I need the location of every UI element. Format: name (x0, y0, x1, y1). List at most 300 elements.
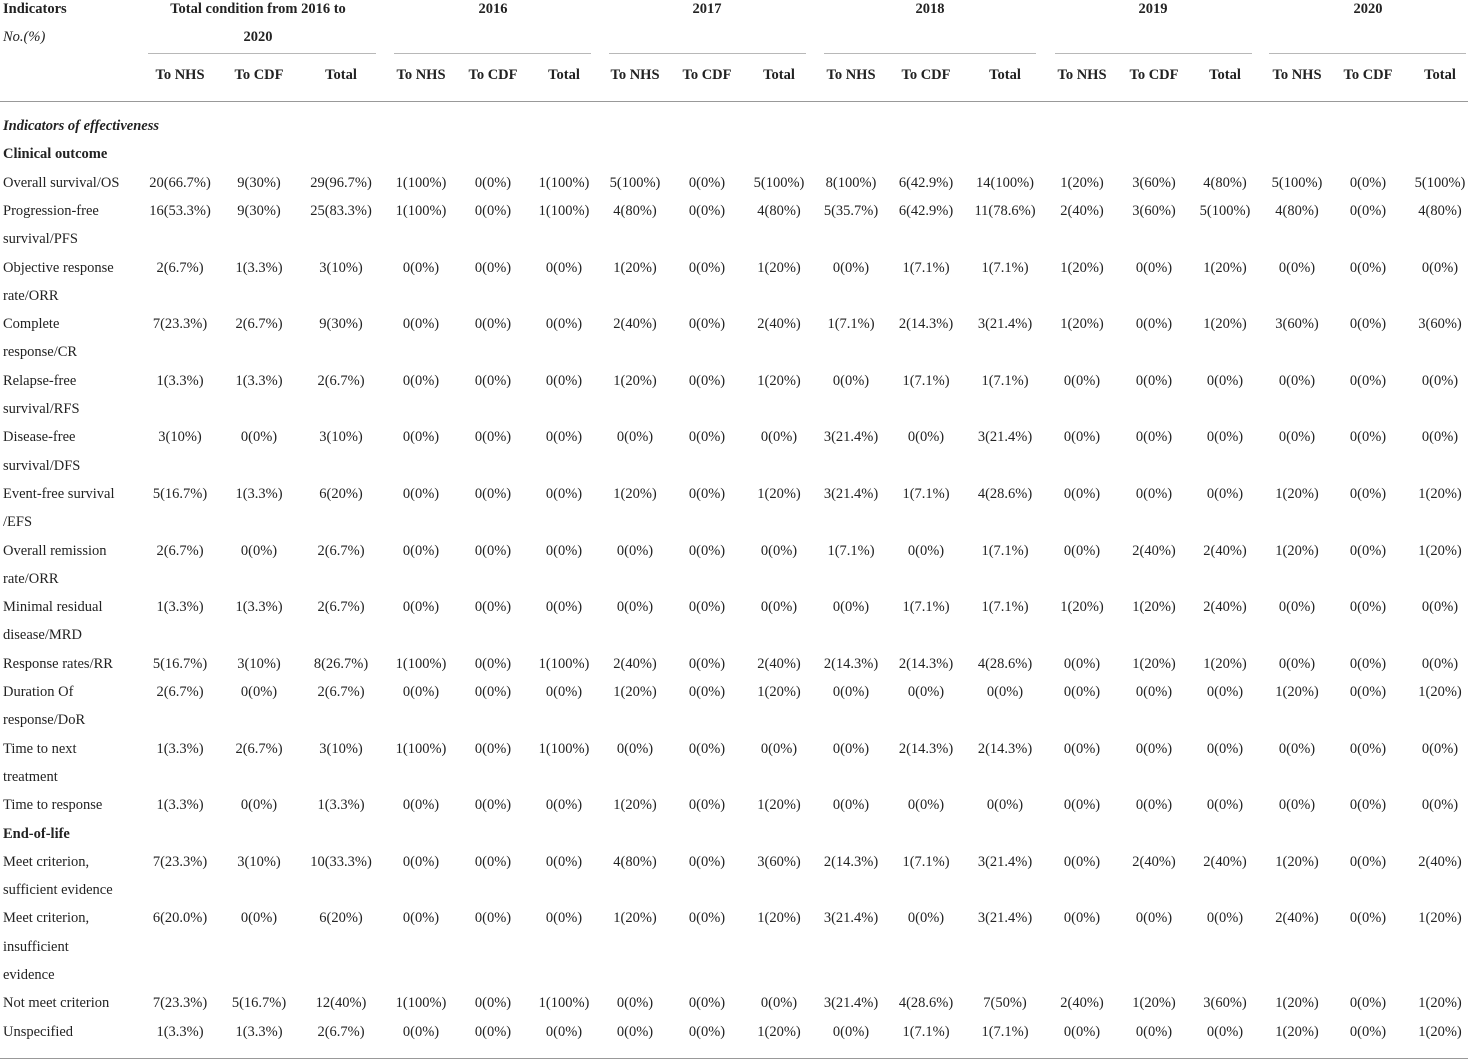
table-cell: 4(80%) (1275, 202, 1319, 219)
row-label: Unspecified (3, 1023, 74, 1040)
table-cell: 0(0%) (1349, 740, 1387, 757)
table-cell: 0(0%) (616, 429, 654, 446)
table-cell: 4(80%) (613, 202, 657, 219)
table-cell: 0(0%) (1135, 684, 1173, 700)
table-cell: 1(20%) (1060, 599, 1104, 616)
table-cell: 0(0%) (545, 853, 583, 870)
table-cell: 0(0%) (1278, 372, 1316, 389)
table-cell: 4(28.6%) (977, 655, 1033, 672)
table-cell: 1(20%) (1060, 174, 1104, 191)
table-cell: 5(16.7%) (152, 485, 208, 502)
column-header: To NHS (1272, 67, 1322, 83)
table-cell: 1(7.1%) (902, 259, 950, 276)
table-cell: 0(0%) (474, 740, 512, 757)
table-cell: 3(21.4%) (823, 910, 879, 927)
table-cell: 0(0%) (402, 429, 440, 446)
table-cell: 0(0%) (832, 599, 870, 616)
row-label: Time to next (3, 740, 77, 757)
table-cell: 0(0%) (832, 740, 870, 757)
column-header: To CDF (468, 67, 518, 83)
table-cell: 3(60%) (1203, 995, 1247, 1012)
table-cell: 0(0%) (474, 599, 512, 616)
table-cell: 0(0%) (688, 202, 726, 219)
row-label: response/CR (3, 344, 78, 361)
header-year-2017: 2017 (692, 1, 722, 17)
table-cell: 0(0%) (474, 259, 512, 276)
table-cell: 0(0%) (1349, 684, 1387, 700)
table-cell: 0(0%) (1063, 797, 1101, 814)
table-cell: 0(0%) (1206, 1023, 1244, 1040)
row-label: Objective response (3, 259, 114, 276)
table-cell: 0(0%) (832, 372, 870, 389)
table-cell: 0(0%) (688, 655, 726, 672)
table-cell: 5(100%) (1271, 174, 1323, 191)
table-cell: 3(21.4%) (823, 485, 879, 502)
table-cell: 0(0%) (1278, 599, 1316, 616)
table-cell: 0(0%) (1421, 372, 1459, 389)
row-label: treatment (3, 768, 58, 785)
table-cell: 6(20%) (319, 910, 363, 927)
row-label: survival/RFS (3, 401, 80, 417)
table-cell: 0(0%) (474, 372, 512, 389)
row-label: Relapse-free (3, 372, 77, 389)
table-cell: 0(0%) (402, 372, 440, 389)
table-cell: 0(0%) (545, 485, 583, 502)
table-cell: 1(20%) (757, 1023, 801, 1040)
table-cell: 1(20%) (1132, 599, 1176, 616)
group-rule-2020 (1269, 53, 1466, 54)
table-cell: 5(100%) (1414, 174, 1466, 191)
table-cell: 0(0%) (1349, 655, 1387, 672)
table-cell: 1(20%) (1203, 316, 1247, 333)
subsection-heading: End-of-life (3, 825, 70, 842)
table-cell: 1(100%) (395, 655, 447, 672)
table-cell: 0(0%) (402, 599, 440, 616)
table-cell: 0(0%) (688, 485, 726, 502)
row-label: Complete (3, 316, 60, 333)
table-cell: 0(0%) (402, 316, 440, 333)
row-label: response/DoR (3, 712, 86, 729)
table-cell: 0(0%) (1421, 740, 1459, 757)
table-cell: 16(53.3%) (149, 202, 211, 219)
table-cell: 4(80%) (613, 853, 657, 870)
row-label: Response rates/RR (3, 655, 113, 672)
column-header: Total (1424, 67, 1456, 83)
table-cell: 0(0%) (1135, 485, 1173, 502)
table-cell: 3(60%) (1132, 202, 1176, 219)
table-cell: 3(10%) (319, 429, 363, 446)
row-label: Meet criterion, (3, 910, 90, 927)
group-rule-2016 (394, 53, 591, 54)
table-cell: 1(100%) (395, 174, 447, 191)
table-cell: 0(0%) (1135, 316, 1173, 333)
table-cell: 0(0%) (688, 429, 726, 446)
table-cell: 6(20.0%) (152, 910, 208, 927)
table-cell: 0(0%) (1135, 797, 1173, 814)
table-cell: 1(20%) (1275, 1023, 1319, 1040)
table-cell: 5(100%) (1199, 202, 1251, 219)
table-cell: 1(20%) (1060, 316, 1104, 333)
table-cell: 1(20%) (1275, 853, 1319, 870)
table-cell: 0(0%) (1135, 372, 1173, 389)
table-cell: 1(100%) (395, 995, 447, 1012)
row-label: insufficient (3, 938, 69, 955)
table-cell: 1(7.1%) (981, 1023, 1029, 1040)
table-cell: 7(50%) (983, 995, 1027, 1012)
table-cell: 1(7.1%) (902, 599, 950, 616)
table-cell: 0(0%) (1063, 372, 1101, 389)
table-cell: 0(0%) (688, 684, 726, 700)
table-cell: 0(0%) (474, 542, 512, 559)
row-label: rate/ORR (3, 570, 59, 587)
table-cell: 0(0%) (1063, 853, 1101, 870)
row-label: Event-free survival (3, 485, 115, 502)
table-cell: 2(40%) (1060, 202, 1104, 219)
table-cell: 0(0%) (616, 1023, 654, 1040)
table-cell: 0(0%) (1206, 485, 1244, 502)
column-header: To NHS (610, 67, 660, 83)
table-cell: 4(28.6%) (977, 485, 1033, 502)
table-cell: 3(60%) (1132, 174, 1176, 191)
table-cell: 0(0%) (832, 1023, 870, 1040)
table-cell: 5(16.7%) (231, 995, 287, 1012)
table-cell: 2(40%) (1203, 599, 1247, 616)
row-label: survival/DFS (3, 457, 81, 474)
column-header: To NHS (396, 67, 446, 83)
table-cell: 2(6.7%) (235, 740, 283, 757)
table-cell: 0(0%) (474, 684, 512, 700)
table-cell: 0(0%) (402, 853, 440, 870)
table-cell: 0(0%) (688, 542, 726, 559)
table-cell: 0(0%) (986, 684, 1024, 700)
table-cell: 0(0%) (1421, 599, 1459, 616)
table-cell: 0(0%) (760, 542, 798, 559)
table-cell: 1(3.3%) (235, 259, 283, 276)
table-cell: 5(100%) (753, 174, 805, 191)
table-cell: 1(20%) (613, 910, 657, 927)
table-cell: 1(20%) (1418, 684, 1462, 700)
table-cell: 0(0%) (688, 174, 726, 191)
table-cell: 0(0%) (240, 797, 278, 814)
row-label: Disease-free (3, 429, 76, 446)
table-cell: 0(0%) (545, 259, 583, 276)
header-total-line1: Total condition from 2016 to (170, 1, 346, 17)
table-cell: 0(0%) (402, 910, 440, 927)
column-header: To NHS (826, 67, 876, 83)
table-cell: 9(30%) (237, 174, 281, 191)
table-cell: 0(0%) (545, 599, 583, 616)
table-cell: 0(0%) (474, 655, 512, 672)
table-cell: 0(0%) (832, 259, 870, 276)
table-cell: 0(0%) (1421, 259, 1459, 276)
table-cell: 2(40%) (1132, 853, 1176, 870)
table-cell: 0(0%) (545, 429, 583, 446)
table-cell: 2(6.7%) (235, 316, 283, 333)
table-cell: 9(30%) (319, 316, 363, 333)
table-cell: 1(20%) (1418, 1023, 1462, 1040)
table-cell: 1(20%) (1203, 655, 1247, 672)
table-cell: 1(20%) (1418, 995, 1462, 1012)
table-cell: 0(0%) (1135, 1023, 1173, 1040)
table-cell: 0(0%) (474, 910, 512, 927)
table-cell: 3(10%) (319, 740, 363, 757)
table-cell: 3(10%) (237, 853, 281, 870)
table-cell: 0(0%) (474, 1023, 512, 1040)
table-cell: 9(30%) (237, 202, 281, 219)
table-cell: 0(0%) (1349, 797, 1387, 814)
table-cell: 3(21.4%) (977, 853, 1033, 870)
column-header: Total (989, 67, 1021, 83)
table-cell: 0(0%) (832, 684, 870, 700)
table-cell: 0(0%) (1206, 429, 1244, 446)
table-cell: 0(0%) (240, 910, 278, 927)
header-total-line2: 2020 (243, 29, 273, 45)
table-cell: 0(0%) (545, 316, 583, 333)
table-cell: 1(20%) (1275, 995, 1319, 1012)
bottom-rule (0, 1058, 1468, 1059)
table-cell: 14(100%) (976, 174, 1034, 191)
table-cell: 0(0%) (760, 995, 798, 1012)
table-cell: 0(0%) (474, 174, 512, 191)
table-cell: 0(0%) (1349, 259, 1387, 276)
table-cell: 1(20%) (1060, 259, 1104, 276)
table-cell: 2(14.3%) (898, 740, 954, 757)
table-cell: 0(0%) (688, 740, 726, 757)
table-cell: 2(6.7%) (317, 684, 365, 700)
table-cell: 2(40%) (1418, 853, 1462, 870)
table-cell: 1(100%) (395, 740, 447, 757)
column-header: To CDF (234, 67, 284, 83)
table-cell: 3(21.4%) (977, 316, 1033, 333)
column-header: To NHS (1057, 67, 1107, 83)
table-cell: 1(7.1%) (902, 372, 950, 389)
table-cell: 1(3.3%) (235, 485, 283, 502)
table-cell: 0(0%) (1349, 542, 1387, 559)
row-label: Overall remission (3, 542, 107, 559)
table-cell: 0(0%) (986, 797, 1024, 814)
table-cell: 0(0%) (760, 599, 798, 616)
table-cell: 0(0%) (474, 797, 512, 814)
row-label: survival/PFS (3, 231, 78, 248)
table-cell: 0(0%) (1278, 259, 1316, 276)
column-header: To NHS (155, 67, 205, 83)
table-cell: 0(0%) (1349, 599, 1387, 616)
table-cell: 0(0%) (402, 485, 440, 502)
table-cell: 2(14.3%) (977, 740, 1033, 757)
table-cell: 0(0%) (832, 797, 870, 814)
table-cell: 2(40%) (1060, 995, 1104, 1012)
table-cell: 0(0%) (1206, 740, 1244, 757)
table-cell: 0(0%) (545, 372, 583, 389)
table-cell: 0(0%) (907, 910, 945, 927)
table-cell: 1(20%) (1132, 655, 1176, 672)
table-cell: 7(23.3%) (152, 995, 208, 1012)
table-cell: 0(0%) (1349, 1023, 1387, 1040)
table-cell: 8(100%) (825, 174, 877, 191)
table-cell: 0(0%) (545, 684, 583, 700)
table-cell: 3(60%) (757, 853, 801, 870)
table-cell: 1(20%) (1418, 542, 1462, 559)
row-label: Progression-free (3, 202, 99, 219)
table-cell: 0(0%) (1349, 853, 1387, 870)
table-cell: 1(100%) (538, 995, 590, 1012)
table-cell: 1(3.3%) (317, 797, 365, 814)
table-cell: 0(0%) (688, 372, 726, 389)
table-cell: 0(0%) (616, 995, 654, 1012)
table-cell: 1(3.3%) (235, 599, 283, 616)
table-cell: 1(7.1%) (827, 316, 875, 333)
table-cell: 1(7.1%) (981, 259, 1029, 276)
table-cell: 0(0%) (1206, 684, 1244, 700)
table-cell: 2(6.7%) (156, 542, 204, 559)
table-cell: 0(0%) (402, 1023, 440, 1040)
table-cell: 0(0%) (907, 429, 945, 446)
table-cell: 0(0%) (1421, 655, 1459, 672)
table-cell: 0(0%) (1206, 797, 1244, 814)
table-cell: 0(0%) (474, 995, 512, 1012)
table-cell: 0(0%) (1135, 259, 1173, 276)
table-cell: 0(0%) (474, 853, 512, 870)
table-cell: 3(10%) (237, 655, 281, 672)
header-indicators: Indicators (3, 1, 67, 17)
table-cell: 6(42.9%) (898, 174, 954, 191)
table-cell: 1(100%) (538, 174, 590, 191)
table-cell: 3(21.4%) (823, 429, 879, 446)
table-cell: 2(6.7%) (156, 259, 204, 276)
group-rule-total (148, 53, 376, 54)
table-cell: 2(14.3%) (823, 853, 879, 870)
table-cell: 0(0%) (1063, 684, 1101, 700)
table-cell: 1(3.3%) (156, 372, 204, 389)
table-cell: 0(0%) (1063, 485, 1101, 502)
row-label: Overall survival/OS (3, 174, 120, 191)
row-label: Minimal residual (3, 599, 103, 616)
table-cell: 1(7.1%) (827, 542, 875, 559)
header-year-2019: 2019 (1138, 1, 1168, 17)
table-cell: 1(20%) (613, 684, 657, 700)
subsection-heading: Clinical outcome (3, 146, 108, 163)
column-header: To CDF (1129, 67, 1179, 83)
header-no-pct: No.(%) (3, 29, 46, 45)
table-cell: 0(0%) (1349, 372, 1387, 389)
table-cell: 0(0%) (1278, 797, 1316, 814)
table-cell: 1(100%) (538, 202, 590, 219)
table-cell: 2(40%) (757, 316, 801, 333)
table-cell: 0(0%) (474, 485, 512, 502)
table-cell: 0(0%) (402, 542, 440, 559)
table-cell: 1(7.1%) (902, 853, 950, 870)
table-cell: 0(0%) (1421, 797, 1459, 814)
table-cell: 0(0%) (545, 910, 583, 927)
table-cell: 0(0%) (688, 797, 726, 814)
column-header: To CDF (682, 67, 732, 83)
table-cell: 0(0%) (907, 684, 945, 700)
column-header: To CDF (901, 67, 951, 83)
table-cell: 1(20%) (1418, 910, 1462, 927)
table-cell: 2(40%) (613, 316, 657, 333)
table-cell: 0(0%) (1278, 655, 1316, 672)
table-cell: 10(33.3%) (310, 853, 372, 870)
table-cell: 1(100%) (395, 202, 447, 219)
table-cell: 3(21.4%) (823, 995, 879, 1012)
table-cell: 0(0%) (1349, 202, 1387, 219)
table-cell: 2(14.3%) (898, 316, 954, 333)
table-cell: 1(3.3%) (156, 740, 204, 757)
table-cell: 1(20%) (1418, 485, 1462, 502)
table-cell: 1(3.3%) (156, 1023, 204, 1040)
table-cell: 0(0%) (616, 740, 654, 757)
table-cell: 2(40%) (613, 655, 657, 672)
column-header: Total (548, 67, 580, 83)
table-cell: 2(6.7%) (317, 599, 365, 616)
group-rule-2019 (1055, 53, 1252, 54)
table-cell: 2(6.7%) (317, 1023, 365, 1040)
table-cell: 0(0%) (1349, 316, 1387, 333)
table-cell: 1(20%) (613, 485, 657, 502)
table-cell: 1(7.1%) (981, 542, 1029, 559)
row-label: Meet criterion, (3, 853, 90, 870)
row-label: Not meet criterion (3, 995, 110, 1012)
table-cell: 4(28.6%) (898, 995, 954, 1012)
table-cell: 7(23.3%) (152, 316, 208, 333)
table-cell: 1(20%) (613, 797, 657, 814)
table-cell: 0(0%) (1063, 740, 1101, 757)
column-header: Total (1209, 67, 1241, 83)
table-cell: 2(40%) (1275, 910, 1319, 927)
table-cell: 7(23.3%) (152, 853, 208, 870)
group-rule-2017 (609, 53, 806, 54)
table-cell: 2(14.3%) (823, 655, 879, 672)
table-cell: 0(0%) (1349, 174, 1387, 191)
table-cell: 11(78.6%) (974, 202, 1036, 219)
table-cell: 2(6.7%) (317, 372, 365, 389)
table-cell: 0(0%) (402, 797, 440, 814)
table-cell: 6(42.9%) (898, 202, 954, 219)
row-label: evidence (3, 967, 55, 983)
table-cell: 0(0%) (240, 542, 278, 559)
table-cell: 1(20%) (757, 797, 801, 814)
section-heading: Indicators of effectiveness (3, 118, 159, 134)
table-cell: 0(0%) (1421, 429, 1459, 446)
table-cell: 0(0%) (545, 542, 583, 559)
table-cell: 1(7.1%) (902, 485, 950, 502)
table-cell: 0(0%) (760, 740, 798, 757)
row-label: disease/MRD (3, 627, 82, 644)
table-cell: 1(20%) (757, 910, 801, 927)
table-cell: 0(0%) (474, 429, 512, 446)
table-cell: 0(0%) (907, 797, 945, 814)
table-cell: 1(100%) (538, 740, 590, 757)
table-cell: 0(0%) (1349, 995, 1387, 1012)
table-cell: 20(66.7%) (149, 174, 211, 191)
table-cell: 1(20%) (757, 485, 801, 502)
table-cell: 1(3.3%) (156, 797, 204, 814)
table-cell: 0(0%) (1206, 372, 1244, 389)
table-cell: 0(0%) (1278, 740, 1316, 757)
table-cell: 3(60%) (1275, 316, 1319, 333)
table-cell: 3(10%) (158, 429, 202, 446)
column-header: Total (763, 67, 795, 83)
table-cell: 0(0%) (545, 797, 583, 814)
column-header: To CDF (1343, 67, 1393, 83)
table-cell: 0(0%) (474, 316, 512, 333)
table-cell: 1(3.3%) (235, 1023, 283, 1040)
table-cell: 2(40%) (1203, 853, 1247, 870)
table-cell: 1(3.3%) (235, 372, 283, 389)
table-cell: 0(0%) (1063, 429, 1101, 446)
table-cell: 0(0%) (1063, 655, 1101, 672)
table-cell: 4(80%) (1418, 202, 1462, 219)
